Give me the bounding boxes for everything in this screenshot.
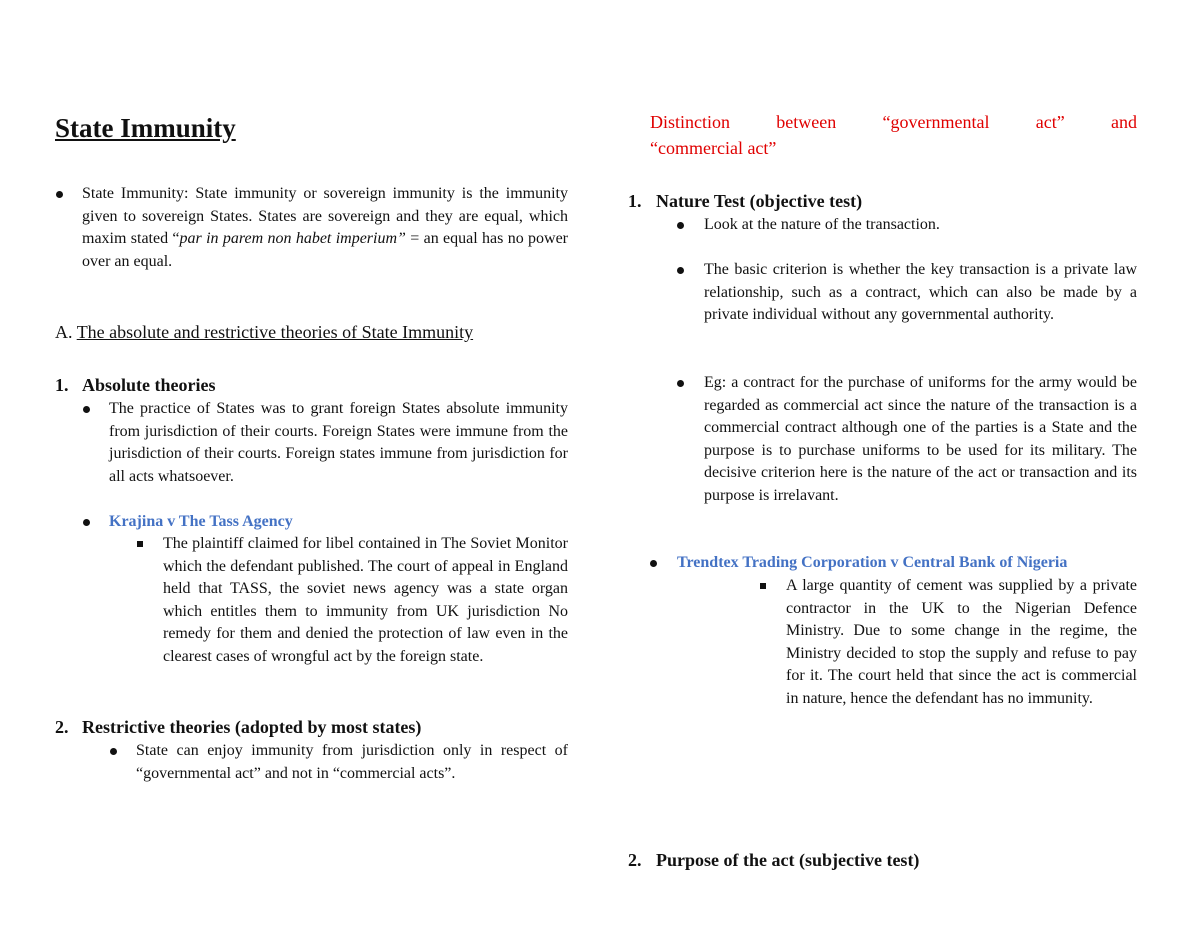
distinction-heading [650, 109, 1137, 161]
heading-number: 1. [55, 375, 69, 395]
distinction-line-1 [650, 109, 1137, 135]
bullet-icon [677, 380, 684, 387]
distinction-word: and [1110, 112, 1137, 132]
square-bullet-icon [137, 541, 143, 547]
section-a-heading [55, 320, 473, 344]
heading-number: 1. [628, 191, 642, 211]
distinction-word: “governmental [882, 112, 990, 132]
distinction-word: Distinction [650, 112, 730, 132]
nature-test-bullet-1: Look at the nature of the transaction. [704, 216, 940, 233]
intro-text-end: = an equal has no power over an equal. [82, 230, 569, 270]
restrictive-theories-heading [55, 715, 421, 739]
bullet-icon [110, 748, 117, 755]
bullet-icon [677, 267, 684, 274]
section-a-title: The absolute and restrictive theories of State Immunity [76, 322, 474, 342]
latin-maxim: par in parem non habet imperium” [179, 230, 406, 248]
distinction-word: act” [1035, 112, 1065, 132]
trendtex-case-detail: A large quantity of cement was supplied by a private contractor in the UK to the Nigerian Defence Ministry. Due to some change in the regime, the Ministry decided to stop the supply and refuse to pay for it. The court held that since the act is commercial in nature, hence the defendant has no immunity. [786, 577, 1137, 707]
square-bullet-icon [760, 583, 766, 589]
krajina-case-detail: The plaintiff claimed for libel contained in The Soviet Monitor which the defendant published. The court of appeal in England held that TASS, the soviet news agency was a state organ which entitles them to immunity from UK jurisdiction No remedy for them and denied the protection of law even in the clearest cases of wrongful act by the foreign state. [163, 535, 568, 665]
intro-text: State Immunity: State immunity or sovereign immunity is the immunity given to sovereign States. States are sovereign and they are equal, which maxim stated “ [82, 185, 568, 248]
bullet-icon [83, 406, 90, 413]
heading-text: Absolute theories [82, 375, 216, 395]
distinction-line-2: “commercial act” [650, 138, 777, 158]
nature-test-bullet-2: The basic criterion is whether the key transaction is a private law relationship, such as a contract, which can also be made by a private individual without any governmental authority. [704, 261, 1137, 324]
absolute-theories-heading [55, 373, 216, 397]
case-trendtex: Trendtex Trading Corporation v Central Bank of Nigeria [677, 554, 1068, 571]
distinction-word: between [776, 112, 837, 132]
page-title: State Immunity [55, 113, 236, 143]
heading-text: Nature Test (objective test) [656, 191, 863, 211]
heading-number: 2. [55, 717, 69, 737]
section-a-label: A. [55, 322, 73, 342]
purpose-test-heading [628, 848, 919, 872]
intro-paragraph [82, 183, 568, 273]
bullet-icon [677, 222, 684, 229]
heading-number: 2. [628, 850, 642, 870]
heading-text: Restrictive theories (adopted by most states) [82, 717, 422, 737]
restrictive-theories-bullet: State can enjoy immunity from jurisdiction only in respect of “governmental act” and not in “commercial acts”. [136, 742, 568, 782]
heading-text: Purpose of the act (subjective test) [656, 850, 920, 870]
nature-test-heading [628, 189, 862, 213]
absolute-theories-bullet: The practice of States was to grant foreign States absolute immunity from jurisdiction of their courts. Foreign States were immune from the jurisdiction of their courts. Foreign states immune from jurisdiction for all acts whatsoever. [109, 400, 568, 485]
bullet-icon [56, 191, 63, 198]
case-krajina: Krajina v The Tass Agency [109, 513, 293, 530]
nature-test-bullet-3: Eg: a contract for the purchase of uniforms for the army would be regarded as commercial act since the nature of the transaction is a commercial contract although one of the parties is a State and the purpose is to purchase uniforms to be used for its military. The decisive criterion here is the nature of the act or transaction and its purpose is irrelavant. [704, 374, 1137, 504]
bullet-icon [83, 519, 90, 526]
bullet-icon [650, 560, 657, 567]
